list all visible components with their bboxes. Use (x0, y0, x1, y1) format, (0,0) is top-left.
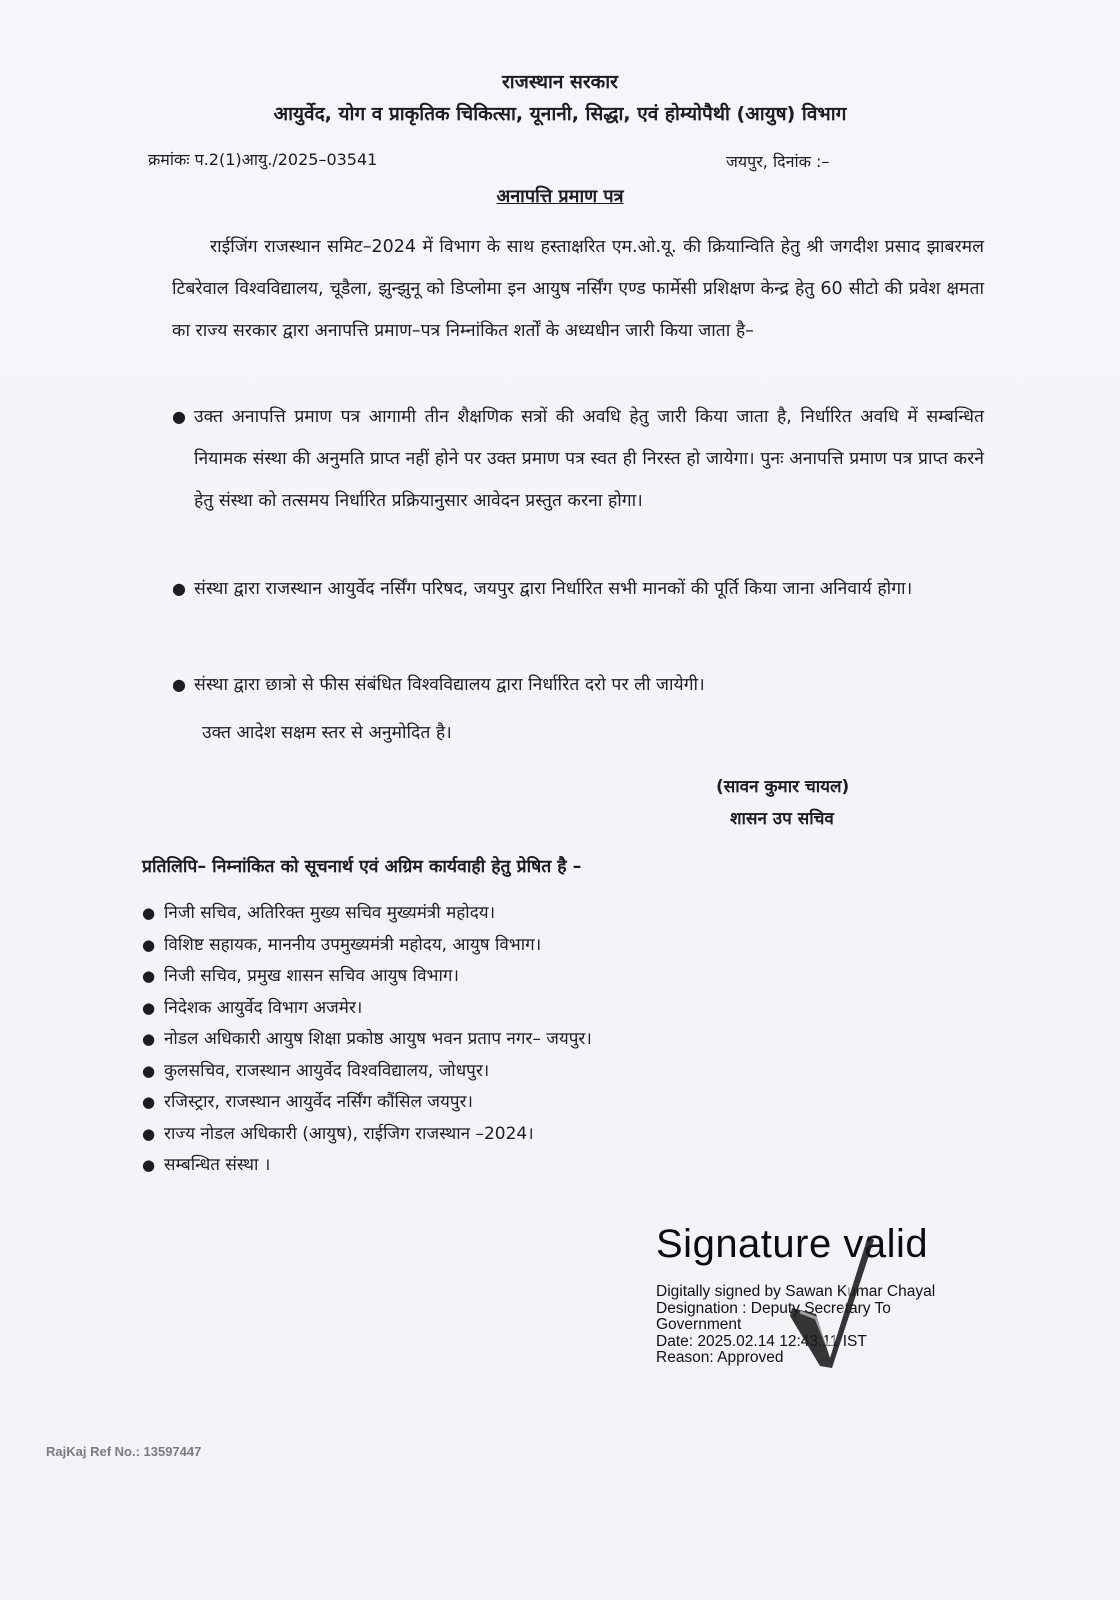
designation-line: Designation : Deputy Secretary To (656, 1299, 891, 1317)
bullet-icon: ● (142, 935, 156, 954)
designation-continued-line: Government (656, 1316, 742, 1333)
copy-to-heading: प्रतिलिपि– निम्नांकित को सूचनार्थ एवं अग्रिम कार्यवाही हेतु प्रेषित है – (142, 857, 582, 877)
condition-text: संस्था द्वारा छात्रो से फीस संबंधित विश्वविद्यालय द्वारा निर्धारित दरो पर ली जायेगी। (194, 675, 705, 695)
signature-valid-title: Signature valid (656, 1222, 929, 1266)
bullet-icon: ● (142, 1124, 156, 1143)
bullet-icon: ● (142, 904, 156, 922)
bullet-icon: ● (142, 1093, 156, 1111)
rajkaj-reference: RajKaj Ref No.: 13597447 (46, 1444, 202, 1459)
signatory-name: (सावन कुमार चायल) (716, 777, 850, 797)
signature-reason-line: Reason: Approved (656, 1349, 784, 1366)
list-item: ● राज्य नोडल अधिकारी (आयुष), राईजिग राजस्थान –2024। (142, 1119, 592, 1151)
list-item: ● रजिस्ट्रार, राजस्थान आयुर्वेद नर्सिंग कौंसिल जयपुर। (142, 1087, 592, 1119)
list-item: ● निदेशक आयुर्वेद विभाग अजमेर। (142, 993, 592, 1025)
department-name: आयुर्वेद, योग व प्राकृतिक चिकित्सा, यूनानी, सिद्धा, एवं होम्योपैथी (आयुष) विभाग (273, 103, 847, 125)
signatory-designation: शासन उप सचिव (730, 809, 834, 829)
digital-signature-block (656, 1222, 1016, 1382)
condition-item (172, 396, 984, 522)
document-title (0, 184, 1120, 208)
bullet-icon: ● (142, 1030, 156, 1048)
list-item: ● नोडल अधिकारी आयुष शिक्षा प्रकोष्ठ आयुष भवन प्रताप नगर– जयपुर। (142, 1024, 592, 1056)
list-item: ● विशिष्ट सहायक, माननीय उपमुख्यमंत्री महोदय, आयुष विभाग। (142, 930, 592, 962)
condition-text: संस्था द्वारा राजस्थान आयुर्वेद नर्सिंग परिषद, जयपुर द्वारा निर्धारित सभी मानकों की पूर्ति किया जाना अनिवार्य होगा। (194, 579, 913, 599)
bullet-icon: ● (172, 407, 186, 426)
copy-to-list (142, 898, 592, 1182)
document-title-text: अनापत्ति प्रमाण पत्र (496, 186, 624, 207)
list-item: ● निजी सचिव, प्रमुख शासन सचिव आयुष विभाग। (142, 961, 592, 993)
intro-text: राईजिंग राजस्थान समिट–2024 में विभाग के साथ हस्ताक्षरित एम.ओ.यू. की क्रियान्विति हेतु श्री जगदीश प्रसाद झाबरमल टिबरेवाल विश्वविद्यालय, चूडैला, झुन्झुनू को डिप्लोमा इन आयुष नर्सिंग एण्ड फार्मेसी प्रशिक्षण केन्द्र हेतु 60 सीटो की प्रवेश क्षमता का राज्य सरकार द्वारा अनापत्ति प्रमाण–पत्र निम्नांकित शर्तों के अध्यधीन जारी किया जाता है– (172, 237, 984, 341)
condition-item (172, 568, 984, 610)
list-item: ● सम्बन्धित संस्था । (142, 1150, 592, 1182)
place-date: जयपुर, दिनांक :– (726, 152, 830, 171)
bullet-icon: ● (172, 675, 186, 694)
condition-text: उक्त अनापत्ति प्रमाण पत्र आगामी तीन शैक्षणिक सत्रों की अवधि हेतु जारी किया जाता है, निर्धारित अवधि में सम्बन्धित नियामक संस्था की अनुमति प्राप्त नहीं होने पर उक्त प्रमाण पत्र स्वत ही निरस्त हो जायेगा। पुनः अनापत्ति प्रमाण पत्र प्राप्त करने हेतु संस्था को तत्समय निर्धारित प्रक्रियानुसार आवेदन प्रस्तुत करना होगा। (194, 407, 984, 511)
signature-date-line: Date: 2025.02.14 12:43:11 IST (656, 1332, 867, 1350)
checkmark-icon (786, 1230, 876, 1370)
bullet-icon: ● (172, 579, 186, 598)
list-item: ● निजी सचिव, अतिरिक्त मुख्य सचिव मुख्यमंत्री महोदय। (142, 898, 592, 930)
government-name: राजस्थान सरकार (502, 71, 618, 93)
list-item: ● कुलसचिव, राजस्थान आयुर्वेद विश्वविद्यालय, जोधपुर। (142, 1056, 592, 1088)
bullet-icon: ● (142, 967, 156, 985)
reference-number: क्रमांकः प.2(1)आयु./2025–03541 (148, 150, 378, 169)
bullet-icon: ● (142, 1061, 156, 1080)
bullet-icon: ● (142, 998, 156, 1017)
bullet-icon: ● (142, 1156, 156, 1174)
approval-note: उक्त आदेश सक्षम स्तर से अनुमोदित है। (202, 723, 452, 743)
intro-paragraph (172, 226, 984, 352)
signed-by-line: Digitally signed by Sawan Kumar Chayal (656, 1283, 936, 1300)
condition-item (172, 664, 984, 706)
